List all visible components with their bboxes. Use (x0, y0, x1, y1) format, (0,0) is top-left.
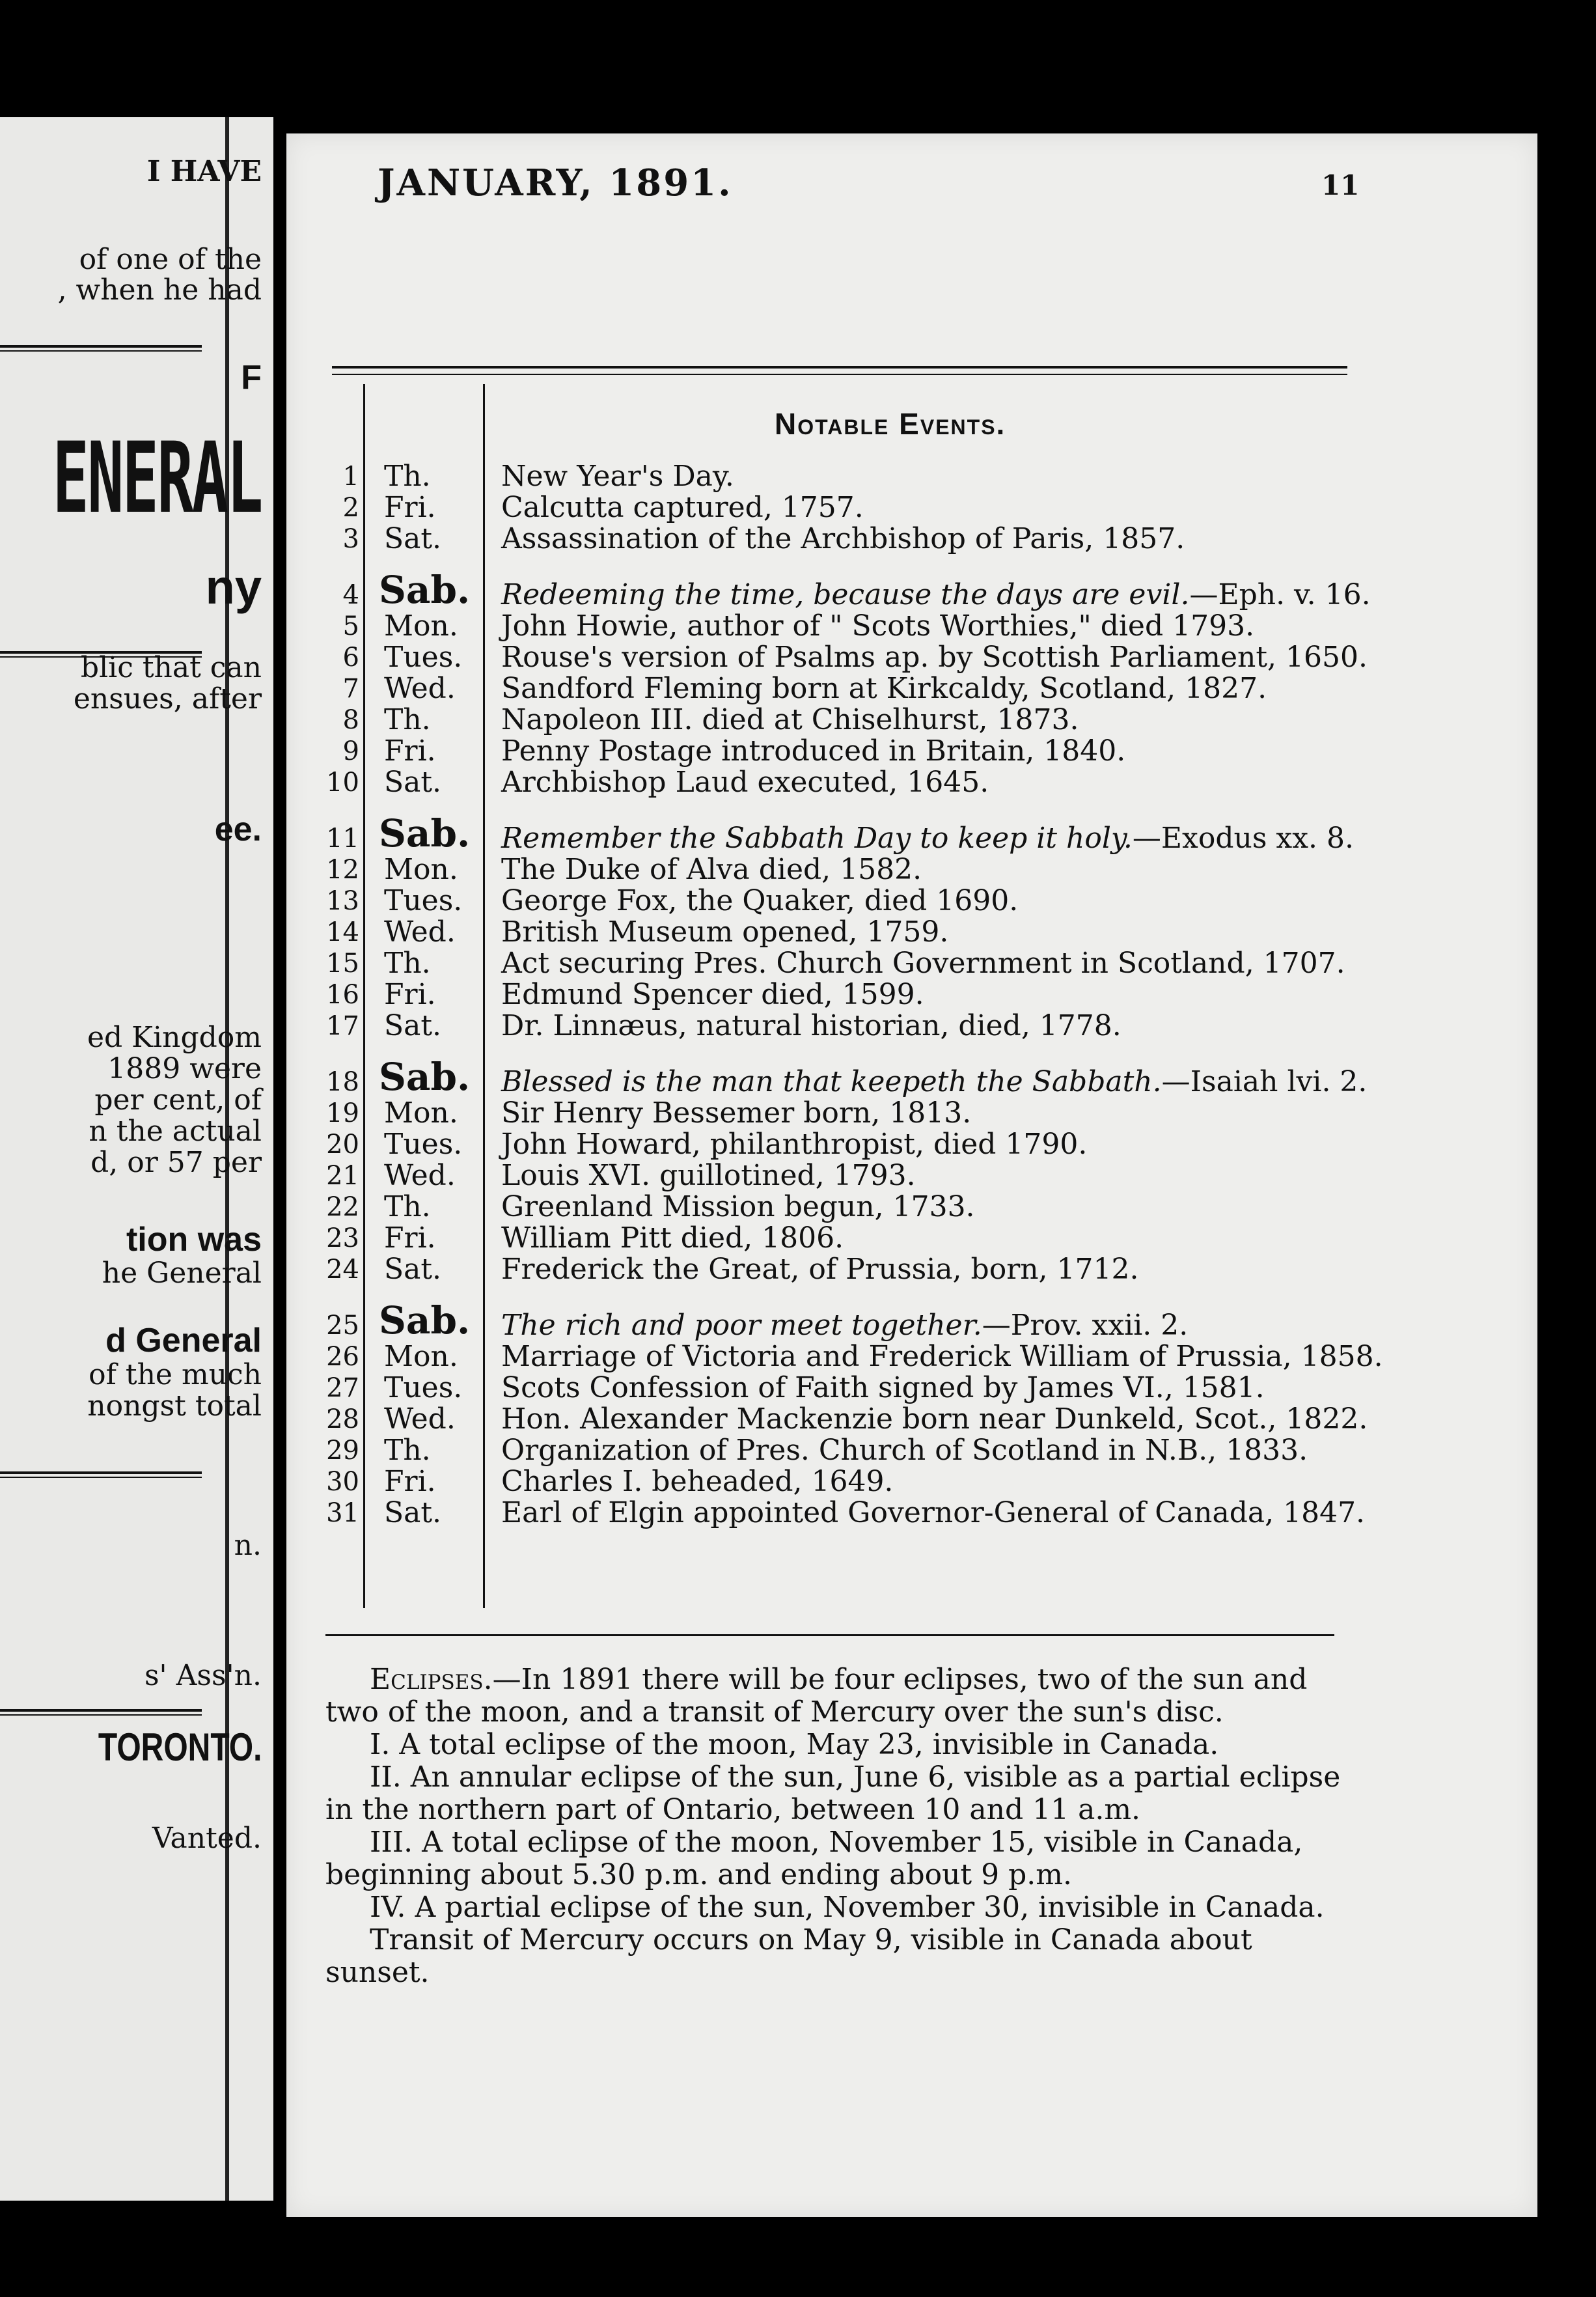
eclipses-intro-text: —In 1891 there will be four eclipses, two of the sun and two of the moon, and a transit of Mercury over the sun's disc. (325, 1663, 1308, 1729)
left-page-line: Vanted. (152, 1822, 262, 1855)
left-page-rule (0, 1471, 202, 1478)
left-page-line: d General (105, 1322, 262, 1359)
event-text: Charles I. beheaded, 1649. (501, 1465, 894, 1498)
left-page-rule (0, 345, 202, 352)
left-page-line: d, or 57 per (90, 1146, 262, 1179)
eclipses-lead: Eclipses. (370, 1663, 493, 1696)
day-of-week: Sab. (379, 1055, 471, 1099)
event-text: The Duke of Alva died, 1582. (501, 853, 922, 886)
day-of-week: Wed. (384, 672, 456, 705)
column-divider-1 (363, 384, 365, 1608)
left-page-fragment (0, 117, 273, 2201)
day-of-week: Th. (384, 947, 431, 980)
event-text: George Fox, the Quaker, died 1690. (501, 884, 1019, 917)
eclipse-item: I. A total eclipse of the moon, May 23, invisible in Canada. (370, 1728, 1219, 1761)
left-page-line: ENERAL (52, 422, 262, 535)
day-number: 20 (326, 1130, 359, 1160)
left-page-line: TORONTO. (98, 1725, 262, 1769)
left-page-line: ed Kingdom (87, 1021, 262, 1054)
day-of-week: Th. (384, 1190, 431, 1223)
day-number: 9 (342, 736, 359, 766)
day-of-week: Fri. (384, 1221, 436, 1255)
day-number: 23 (326, 1223, 359, 1253)
day-number: 31 (326, 1498, 359, 1528)
event-text: Hon. Alexander Mackenzie born near Dunkeld, Scot., 1822. (501, 1402, 1368, 1436)
event-text: John Howard, philanthropist, died 1790. (501, 1128, 1088, 1161)
day-number: 17 (326, 1011, 359, 1041)
left-page-line: per cent, of (94, 1083, 262, 1117)
day-of-week: Sab. (379, 568, 471, 612)
left-page-line: I HAVE (146, 155, 262, 188)
day-number: 30 (326, 1467, 359, 1497)
eclipses-intro (325, 1664, 1347, 1729)
event-text: Napoleon III. died at Chiselhurst, 1873. (501, 703, 1079, 736)
event-text: Louis XVI. guillotined, 1793. (501, 1159, 916, 1192)
day-number: 26 (326, 1342, 359, 1372)
day-of-week: Mon. (384, 609, 458, 643)
notable-events-heading: Notable Events. (775, 407, 1006, 441)
left-page-line: s' Ass'n. (144, 1659, 262, 1692)
verse-reference: —Exodus xx. 8. (1132, 822, 1354, 855)
day-number: 10 (326, 768, 359, 798)
left-page-line: n. (234, 1529, 262, 1562)
header-rule-thin (332, 374, 1347, 375)
calendar-bottom-rule (325, 1634, 1334, 1636)
left-page-line: 1889 were (107, 1052, 262, 1085)
day-of-week: Mon. (384, 853, 458, 886)
day-number: 27 (326, 1373, 359, 1403)
left-page-rule (0, 1709, 202, 1716)
day-number: 18 (326, 1067, 359, 1097)
page-title: JANUARY, 1891. (378, 161, 733, 204)
left-page-line: tion was (126, 1221, 262, 1259)
event-text: Organization of Pres. Church of Scotland in N.B., 1833. (501, 1434, 1308, 1467)
left-page-rule (0, 651, 202, 658)
day-of-week: Tues. (384, 1128, 463, 1161)
day-number: 19 (326, 1098, 359, 1128)
day-of-week: Fri. (384, 491, 436, 524)
day-number: 28 (326, 1404, 359, 1434)
day-number: 2 (342, 493, 359, 523)
day-of-week: Fri. (384, 978, 436, 1011)
event-text: Archbishop Laud executed, 1645. (501, 766, 989, 799)
scripture-verse (501, 1310, 1188, 1341)
day-number: 14 (326, 917, 359, 947)
left-page-line: F (241, 359, 262, 397)
column-divider-2 (483, 384, 485, 1608)
day-of-week: Sab. (379, 811, 471, 856)
left-page-line: ny (205, 560, 262, 614)
day-of-week: Tues. (384, 641, 463, 674)
day-of-week: Wed. (384, 1402, 456, 1436)
left-page-line: ee. (214, 811, 262, 848)
day-number: 13 (326, 886, 359, 916)
event-text: Sandford Fleming born at Kirkcaldy, Scotland, 1827. (501, 672, 1267, 705)
scripture-verse (501, 1066, 1367, 1098)
left-page-line: , when he had (57, 273, 262, 307)
event-text: Earl of Elgin appointed Governor-General of Canada, 1847. (501, 1496, 1366, 1529)
day-number: 3 (342, 524, 359, 554)
day-of-week: Wed. (384, 1159, 456, 1192)
day-of-week: Sat. (384, 1253, 442, 1286)
eclipse-item: III. A total eclipse of the moon, November 15, visible in Canada, beginning about 5.30 p.m. and ending about 9 p.m. (325, 1826, 1303, 1891)
eclipses-section (325, 1664, 1347, 1989)
left-page-line: nongst total (87, 1389, 262, 1423)
verse-text: Redeeming the time, because the days are evil. (501, 578, 1190, 611)
day-number: 21 (326, 1161, 359, 1191)
day-number: 11 (326, 824, 359, 854)
event-text: Greenland Mission begun, 1733. (501, 1190, 975, 1223)
event-text: Rouse's version of Psalms ap. by Scottish Parliament, 1650. (501, 641, 1368, 674)
event-text: Marriage of Victoria and Frederick William of Prussia, 1858. (501, 1340, 1383, 1373)
verse-text: The rich and poor meet together. (501, 1309, 982, 1342)
event-text: Act securing Pres. Church Government in Scotland, 1707. (501, 947, 1345, 980)
day-of-week: Sab. (379, 1298, 471, 1343)
day-number: 8 (342, 705, 359, 735)
day-of-week: Th. (384, 703, 431, 736)
event-text: Assassination of the Archbishop of Paris, 1857. (501, 522, 1185, 555)
day-of-week: Mon. (384, 1340, 458, 1373)
left-page-line: he General (102, 1257, 262, 1290)
day-of-week: Fri. (384, 734, 436, 768)
day-of-week: Mon. (384, 1096, 458, 1130)
day-number: 16 (326, 980, 359, 1010)
left-page-line: ensues, after (73, 682, 262, 716)
day-of-week: Fri. (384, 1465, 436, 1498)
left-page-line: blic that can (80, 651, 262, 684)
event-text: Edmund Spencer died, 1599. (501, 978, 924, 1011)
verse-text: Blessed is the man that keepeth the Sabbath. (501, 1065, 1162, 1098)
day-of-week: Tues. (384, 884, 463, 917)
left-page-line: n the actual (89, 1115, 262, 1148)
day-number: 22 (326, 1192, 359, 1222)
event-text: John Howie, author of " Scots Worthies," died 1793. (501, 609, 1255, 643)
verse-reference: —Prov. xxii. 2. (982, 1309, 1189, 1342)
day-of-week: Sat. (384, 522, 442, 555)
day-number: 5 (342, 611, 359, 641)
eclipse-item: II. An annular eclipse of the sun, June 6, visible as a partial eclipse in the northern part of Ontario, between 10 and 11 a.m. (325, 1761, 1341, 1826)
transit-of-mercury: Transit of Mercury occurs on May 9, visible in Canada about sunset. (325, 1923, 1252, 1989)
verse-text: Remember the Sabbath Day to keep it holy. (501, 822, 1133, 855)
day-number: 15 (326, 949, 359, 979)
event-text: Calcutta captured, 1757. (501, 491, 864, 524)
left-page-line: of one of the (79, 243, 262, 276)
day-of-week: Wed. (384, 915, 456, 949)
day-number: 24 (326, 1255, 359, 1285)
day-of-week: Tues. (384, 1371, 463, 1404)
day-number: 29 (326, 1436, 359, 1466)
event-text: New Year's Day. (501, 460, 734, 493)
event-text: Scots Confession of Faith signed by James VI., 1581. (501, 1371, 1265, 1404)
verse-reference: —Eph. v. 16. (1189, 578, 1371, 611)
event-text: British Museum opened, 1759. (501, 915, 949, 949)
day-number: 7 (342, 674, 359, 704)
day-of-week: Sat. (384, 766, 442, 799)
day-of-week: Sat. (384, 1496, 442, 1529)
day-number: 6 (342, 643, 359, 673)
event-text: Penny Postage introduced in Britain, 1840. (501, 734, 1126, 768)
event-text: William Pitt died, 1806. (501, 1221, 844, 1255)
header-rule (332, 366, 1347, 369)
scripture-verse (501, 579, 1371, 611)
event-text: Frederick the Great, of Prussia, born, 1712. (501, 1253, 1139, 1286)
eclipse-item: IV. A partial eclipse of the sun, November 30, invisible in Canada. (370, 1891, 1325, 1924)
day-of-week: Sat. (384, 1009, 442, 1042)
day-number: 4 (342, 580, 359, 610)
day-number: 1 (342, 462, 359, 492)
event-text: Dr. Linnæus, natural historian, died, 1778. (501, 1009, 1121, 1042)
day-number: 25 (326, 1311, 359, 1341)
left-page-line: of the much (89, 1358, 262, 1391)
day-number: 12 (326, 855, 359, 885)
day-of-week: Th. (384, 460, 431, 493)
day-of-week: Th. (384, 1434, 431, 1467)
verse-reference: —Isaiah lvi. 2. (1161, 1065, 1368, 1098)
page-number: 11 (1321, 169, 1360, 201)
scripture-verse (501, 823, 1354, 854)
event-text: Sir Henry Bessemer born, 1813. (501, 1096, 972, 1130)
